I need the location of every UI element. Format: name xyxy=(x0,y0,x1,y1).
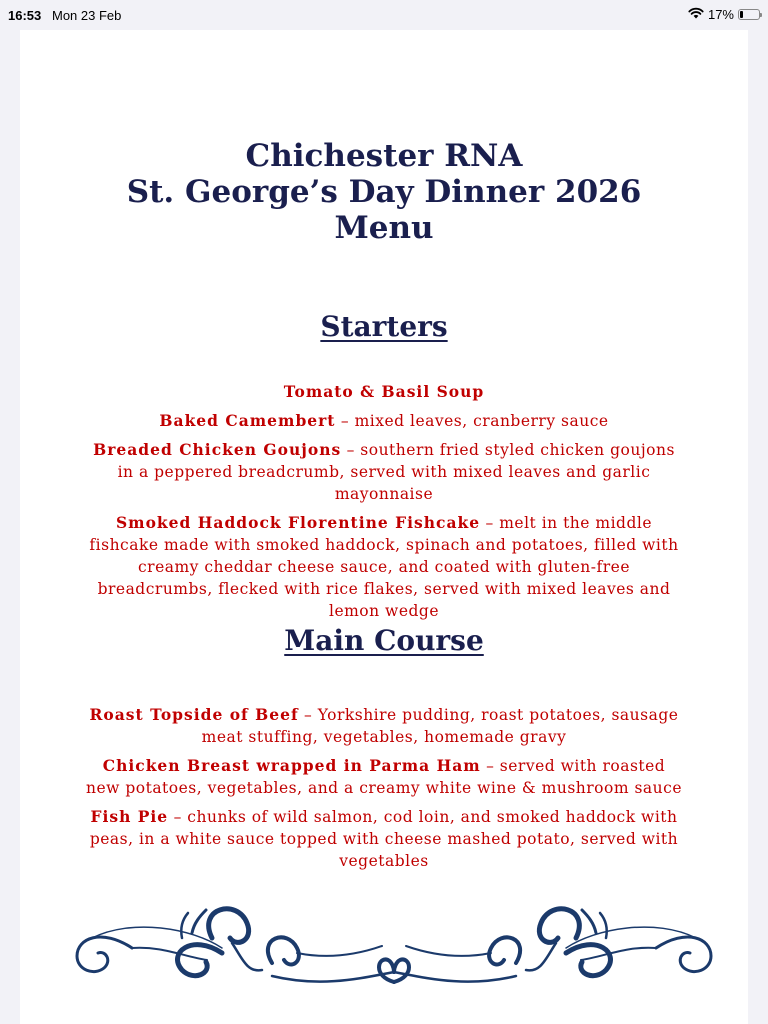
title-line-event: St. George’s Day Dinner 2026 xyxy=(126,174,642,210)
scroll-flourish-icon xyxy=(72,898,716,988)
menu-page xyxy=(20,30,748,1024)
menu-item xyxy=(84,439,684,505)
menu-item xyxy=(84,704,684,748)
menu-item-name: Chicken Breast wrapped in Parma Ham xyxy=(102,756,481,775)
title-line-organisation: Chichester RNA xyxy=(245,138,523,174)
menu-item-name: Fish Pie xyxy=(90,807,169,826)
battery-level xyxy=(740,11,743,18)
menu-item-name: Smoked Haddock Florentine Fishcake xyxy=(115,513,481,532)
battery-percent: 17% xyxy=(707,7,734,22)
title-line-menu: Menu xyxy=(334,210,434,246)
menu-item xyxy=(84,381,684,403)
menu-item xyxy=(84,755,684,799)
main-course-list xyxy=(84,704,684,879)
menu-item xyxy=(84,806,684,872)
menu-item-name: Tomato & Basil Soup xyxy=(283,382,485,401)
menu-item-description: – southern fried styled chicken goujons in a peppered breadcrumb, served with mixed leaves and garlic mayonnaise xyxy=(117,441,675,503)
menu-item-name: Roast Topside of Beef xyxy=(89,705,299,724)
status-date: Mon 23 Feb xyxy=(52,8,122,23)
menu-item-name: Breaded Chicken Goujons xyxy=(93,440,342,459)
menu-title xyxy=(20,138,748,246)
menu-item-name: Baked Camembert xyxy=(159,411,336,430)
menu-item-description: – chunks of wild salmon, cod loin, and smoked haddock with peas, in a white sauce topped with cheese mashed potato, served with vegetables xyxy=(89,808,679,870)
menu-item xyxy=(84,512,684,622)
wifi-icon xyxy=(688,7,704,22)
battery-icon xyxy=(738,9,760,20)
starters-list xyxy=(84,381,684,629)
main-course-heading: Main Course xyxy=(284,624,484,657)
starters-heading: Starters xyxy=(320,310,448,343)
status-time: 16:53 xyxy=(8,8,42,23)
menu-item-description: – mixed leaves, cranberry sauce xyxy=(335,412,609,430)
menu-item-description: – melt in the middle fishcake made with smoked haddock, spinach and potatoes, filled with creamy cheddar cheese sauce, and coated with gluten-free breadcrumbs, flecked with rice flakes, served with mixed leaves and lemon wedge xyxy=(89,514,679,620)
menu-item-description: – served with roasted new potatoes, vegetables, and a creamy white wine & mushroom sauce xyxy=(85,757,682,797)
menu-item-description: – Yorkshire pudding, roast potatoes, sausage meat stuffing, vegetables, homemade gravy xyxy=(201,706,679,746)
status-indicators xyxy=(688,7,760,22)
menu-item xyxy=(84,410,684,432)
status-bar xyxy=(0,0,768,30)
